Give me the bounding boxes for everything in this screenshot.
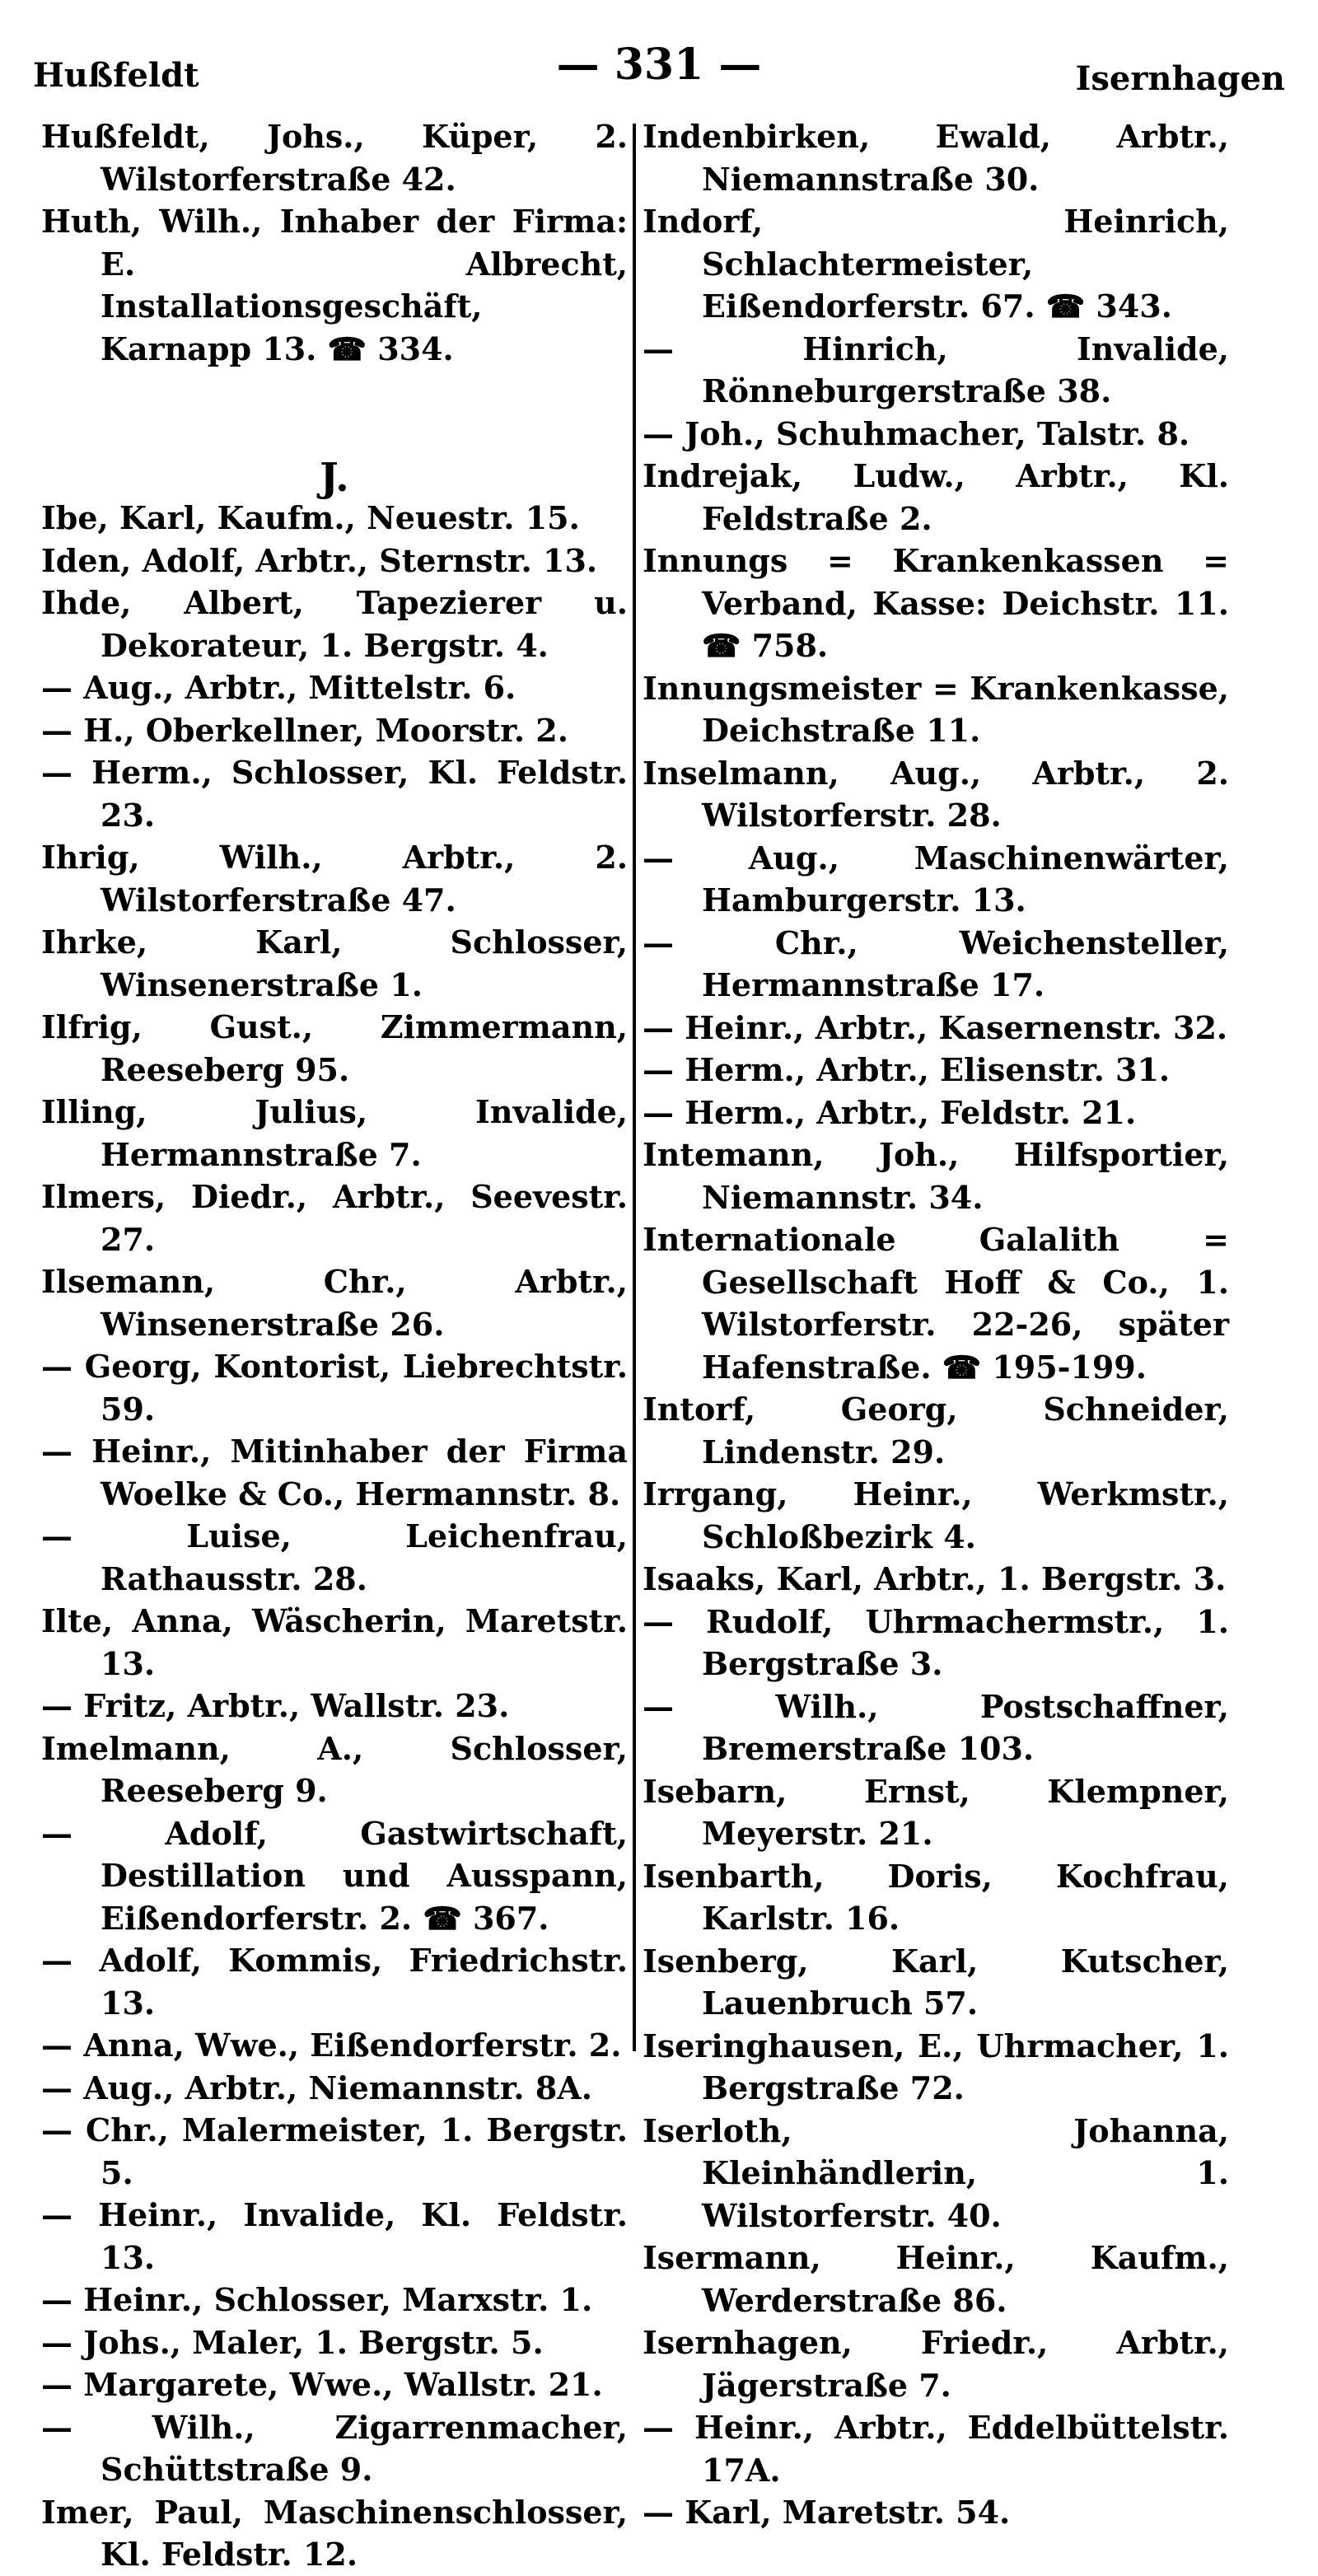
directory-entry: — Aug., Maschinenwärter, Hamburgerstr. 13.: [643, 839, 1229, 919]
directory-entry: Illing, Julius, Invalide, Hermannstraße 7.: [41, 1093, 628, 1173]
directory-entry: Ihrig, Wilh., Arbtr., 2. Wilstorferstraße 47.: [41, 839, 628, 919]
directory-entry: Isermann, Heinr., Kaufm., Werderstraße 86.: [643, 2239, 1229, 2319]
directory-entry: Intemann, Joh., Hilfsportier, Niemannstr. 34.: [643, 1136, 1229, 1216]
section-letter: J.: [320, 455, 349, 501]
directory-entry: Indenbirken, Ewald, Arbtr., Niemannstraße 30.: [643, 118, 1229, 198]
directory-entry: Indrejak, Ludw., Arbtr., Kl. Feldstraße 2.: [643, 457, 1229, 537]
directory-entry: — Luise, Leichenfrau, Rathausstr. 28.: [41, 1517, 628, 1597]
directory-entry: — Hinrich, Invalide, Rönneburgerstraße 38.: [643, 330, 1229, 409]
directory-entry: — Heinr., Arbtr., Eddelbüttelstr. 17A.: [643, 2409, 1229, 2489]
directory-entry: Ilsemann, Chr., Arbtr., Winsenerstraße 26.: [41, 1263, 628, 1343]
column-divider: [633, 124, 636, 2051]
directory-entry: Innungsmeister = Krankenkasse, Deichstraße 11.: [643, 669, 1229, 749]
directory-entry: Huth, Wilh., Inhaber der Firma: E. Albrecht, Installationsgeschäft, Karnapp 13. ☎ 334.: [41, 203, 628, 367]
directory-entry: Indorf, Heinrich, Schlachtermeister, Eißendorferstr. 67. ☎ 343.: [643, 203, 1229, 325]
directory-entry: Isaaks, Karl, Arbtr., 1. Bergstr. 3.: [643, 1560, 1227, 1597]
directory-entry: Internationale Galalith = Gesellschaft Hoff & Co., 1. Wilstorferstr. 22-26, später Hafenstraße. ☎ 195-199.: [643, 1221, 1229, 1386]
directory-entry: Iseringhausen, E., Uhrmacher, 1. Bergstraße 72.: [643, 2027, 1229, 2106]
directory-entry: — Herm., Schlosser, Kl. Feldstr. 23.: [41, 754, 628, 834]
directory-entry: Imer, Paul, Maschinenschlosser, Kl. Feldstr. 12.: [41, 2493, 628, 2573]
directory-entry: Inselmann, Aug., Arbtr., 2. Wilstorferstr. 28.: [643, 754, 1229, 834]
directory-entry: — Karl, Maretstr. 54.: [643, 2494, 1011, 2531]
page-number: — 331 —: [556, 40, 762, 90]
directory-entry: Isernhagen, Friedr., Arbtr., Jägerstraße 7.: [643, 2324, 1229, 2404]
directory-entry: — Aug., Arbtr., Mittelstr. 6.: [41, 669, 516, 706]
directory-entry: — Heinr., Invalide, Kl. Feldstr. 13.: [41, 2196, 628, 2276]
directory-entry: — Adolf, Kommis, Friedrichstr. 13.: [41, 1942, 628, 2022]
directory-entry: — Herm., Arbtr., Elisenstr. 31.: [643, 1051, 1171, 1088]
directory-entry: — Heinr., Arbtr., Kasernenstr. 32.: [643, 1008, 1228, 1046]
right-entries-list: [643, 115, 1229, 2534]
directory-entry: — Chr., Weichensteller, Hermannstraße 17.: [643, 923, 1229, 1003]
directory-entry: Hußfeldt, Johs., Küper, 2. Wilstorferstraße 42.: [41, 118, 628, 198]
directory-entry: Isenbarth, Doris, Kochfrau, Karlstr. 16.: [643, 1857, 1229, 1937]
directory-entry: Innungs = Krankenkassen = Verband, Kasse: Deichstr. 11. ☎ 758.: [643, 542, 1229, 664]
directory-entry: — H., Oberkellner, Moorstr. 2.: [41, 711, 568, 749]
directory-entry: Iserloth, Johanna, Kleinhändlerin, 1. Wilstorferstr. 40.: [643, 2111, 1229, 2234]
directory-entry: Ihrke, Karl, Schlosser, Winsenerstraße 1.: [41, 923, 628, 1003]
directory-entry: — Margarete, Wwe., Wallstr. 21.: [41, 2366, 603, 2403]
directory-entry: Ilte, Anna, Wäscherin, Maretstr. 13.: [41, 1602, 628, 1682]
directory-entry: — Fritz, Arbtr., Wallstr. 23.: [41, 1687, 510, 1724]
directory-entry: Irrgang, Heinr., Werkmstr., Schloßbezirk 4.: [643, 1475, 1229, 1555]
left-column: [41, 115, 628, 2576]
right-column: [643, 115, 1229, 2534]
header-right-keyword: Isernhagen: [1075, 59, 1285, 98]
directory-entry: — Aug., Arbtr., Niemannstr. 8A.: [41, 2069, 592, 2106]
directory-entry: Intorf, Georg, Schneider, Lindenstr. 29.: [643, 1391, 1229, 1470]
directory-entry: — Wilh., Postschaffner, Bremerstraße 103.: [643, 1687, 1229, 1767]
directory-entry: Iden, Adolf, Arbtr., Sternstr. 13.: [41, 541, 598, 579]
left-entries-list: [41, 497, 628, 2576]
directory-entry: Ilmers, Diedr., Arbtr., Seevestr. 27.: [41, 1178, 628, 1258]
directory-entry: — Johs., Maler, 1. Bergstr. 5.: [41, 2323, 544, 2361]
directory-entry: Isenberg, Karl, Kutscher, Lauenbruch 57.: [643, 1942, 1229, 2022]
directory-entry: Ibe, Karl, Kaufm., Neuestr. 15.: [41, 499, 580, 536]
directory-entry: Ihde, Albert, Tapezierer u. Dekorateur, 1. Bergstr. 4.: [41, 584, 628, 664]
directory-entry: — Adolf, Gastwirtschaft, Destillation und Ausspann, Eißendorferstr. 2. ☎ 367.: [41, 1814, 628, 1937]
directory-entry: Isebarn, Ernst, Klempner, Meyerstr. 21.: [643, 1772, 1229, 1852]
directory-entry: — Heinr., Mitinhaber der Firma Woelke & Co., Hermannstr. 8.: [41, 1433, 628, 1512]
directory-entry: — Herm., Arbtr., Feldstr. 21.: [643, 1093, 1137, 1131]
directory-entry: — Rudolf, Uhrmachermstr., 1. Bergstraße 3.: [643, 1602, 1229, 1682]
directory-entry: — Chr., Malermeister, 1. Bergstr. 5.: [41, 2111, 628, 2191]
directory-entry: — Georg, Kontorist, Liebrechtstr. 59.: [41, 1348, 628, 1428]
directory-entry: — Anna, Wwe., Eißendorferstr. 2.: [41, 2027, 622, 2064]
directory-entry: Imelmann, A., Schlosser, Reeseberg 9.: [41, 1729, 628, 1809]
directory-entry: Ilfrig, Gust., Zimmermann, Reeseberg 95.: [41, 1008, 628, 1088]
directory-entry: — Joh., Schuhmacher, Talstr. 8.: [643, 414, 1190, 452]
directory-entry: — Heinr., Schlosser, Marxstr. 1.: [41, 2281, 593, 2318]
directory-entry: — Wilh., Zigarrenmacher, Schüttstraße 9.: [41, 2408, 628, 2488]
page-header: [33, 33, 1285, 107]
header-left-keyword: Hußfeldt: [33, 56, 199, 95]
